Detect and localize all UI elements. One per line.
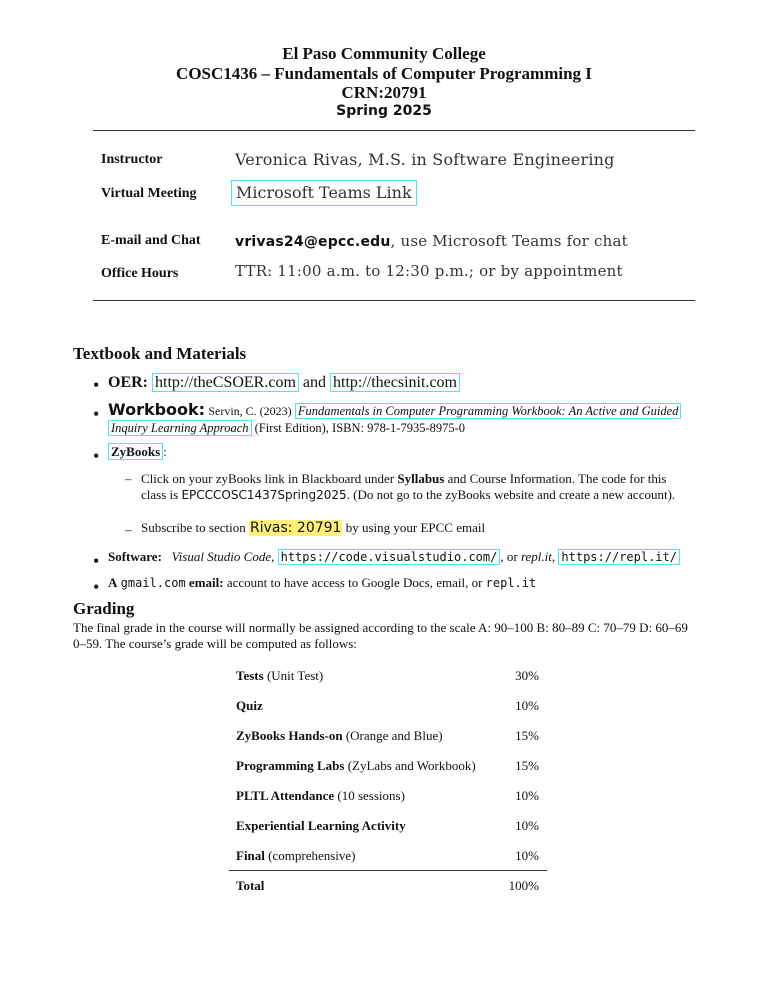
software-label: Software: [108,549,162,564]
total-divider [229,870,547,871]
oer-and: and [302,374,326,391]
oer-link-1[interactable]: http://theCSOER.com [152,373,299,392]
row-name: Experiential Learning Activity [236,818,406,833]
zy-sub1-text-d: . (Do not go to the zyBooks website and create a new account). [346,487,676,502]
row-percent: 10% [515,698,539,713]
zy-sub2-text-a: Subscribe to section [141,520,246,535]
row-name: PLTL Attendance [236,788,335,803]
zy-sub1-line2 [141,487,675,503]
gmail-email-label: email: [188,575,224,590]
zy-sub1-bold: Syllabus [397,471,445,486]
info-divider [93,300,695,301]
zy-sub1-text-a: Click on your zyBooks link in Blackboard under [141,471,395,486]
crn: CRN:20791 [341,83,427,102]
dash: – [125,522,132,537]
zy-sub1-text-b: and Course Information. The code for this [447,471,667,486]
header-divider [93,130,695,131]
section-highlight: Rivas: 20791 [249,520,342,536]
zybooks-line [108,444,167,460]
bullet: • [93,404,100,424]
software-replit-name: repl.it, [520,549,556,564]
zybooks-colon: : [163,444,167,459]
oer-label: OER: [108,374,148,391]
vscode-link[interactable]: https://code.visualstudio.com/ [278,549,501,565]
hours-value: TTR: 11:00 a.m. to 12:30 p.m.; or by appointment [235,262,623,280]
grading-intro-2: 0–59. The course’s grade will be computed as follows: [73,636,357,651]
workbook-line-2 [108,420,465,436]
row-percent: 15% [515,758,539,773]
teams-link[interactable]: Microsoft Teams Link [231,180,417,206]
replit-link[interactable]: https://repl.it/ [558,549,680,565]
oer-link-2[interactable]: http://thecsinit.com [330,373,460,392]
table-row [229,662,547,692]
row-detail: (ZyLabs and Workbook) [344,758,476,773]
zy-sub1-text-c: class is [141,487,179,502]
zy-sub2-text-b: by using your EPCC email [345,520,486,535]
hours-label: Office Hours [101,266,179,281]
row-name: Programming Labs [236,758,345,773]
workbook-edition: (First Edition), ISBN: 978-1-7935-8975-0 [254,421,466,435]
bullet: • [93,551,100,571]
total-row [229,872,547,902]
textbook-heading: Textbook and Materials [73,344,247,363]
software-or: , or [500,549,518,564]
table-row [229,842,547,872]
row-name: Quiz [236,698,263,713]
gmail-replit: repl.it [485,576,537,590]
bullet: • [93,375,100,395]
workbook-label: Workbook: [108,400,206,419]
row-percent: 10% [515,788,539,803]
instructor-label: Instructor [101,152,163,167]
row-percent: 30% [515,668,539,683]
software-vs-name: Visual Studio Code, [171,549,275,564]
table-row [229,812,547,842]
workbook-title-link[interactable]: Fundamentals in Computer Programming Workbook: An Active and Guided [295,403,682,419]
row-detail: (Unit Test) [263,668,324,683]
zy-sub1-line1 [141,471,667,487]
workbook-line-1 [108,402,681,419]
meeting-label: Virtual Meeting [101,186,197,201]
oer-line [108,373,460,393]
email-label: E-mail and Chat [101,233,201,248]
bullet: • [93,577,100,597]
total-label: Total [236,878,265,893]
row-percent: 10% [515,818,539,833]
table-row [229,722,547,752]
software-line [108,549,680,565]
row-name: Final [236,848,265,863]
zy-sub2-line [141,520,485,536]
total-percent: 100% [508,878,539,893]
table-row [229,692,547,722]
gmail-rest: account to have access to Google Docs, email, or [226,575,483,590]
row-percent: 15% [515,728,539,743]
dash: – [125,471,132,486]
email-link[interactable]: vrivas24@epcc.edu [235,234,391,250]
table-row [229,752,547,782]
row-name: Tests [236,668,264,683]
zybooks-link[interactable]: ZyBooks [108,443,163,460]
grading-intro-1: The final grade in the course will normally be assigned according to the scale A: 90–100 B: 80–89 C: 70–79 D: 60–69 [73,620,688,635]
zy-class-code: EPCCCOSC1437Spring2025 [181,488,347,502]
row-name: ZyBooks Hands-on [236,728,343,743]
workbook-title-link-cont[interactable]: Inquiry Learning Approach [108,420,252,436]
email-chat-note: , use Microsoft Teams for chat [390,232,628,250]
email-value [235,231,628,250]
term: Spring 2025 [336,103,432,119]
gmail-line [108,575,536,591]
gmail-domain: gmail.com [120,576,186,590]
row-detail: (Orange and Blue) [342,728,443,743]
workbook-author: Servin, C. (2023) [208,404,292,418]
gmail-a: A [108,575,118,590]
institution-name: El Paso Community College [282,44,486,63]
row-detail: (10 sessions) [334,788,405,803]
table-row [229,782,547,812]
grading-heading: Grading [73,599,135,618]
course-title: COSC1436 – Fundamentals of Computer Programming I [176,64,592,83]
instructor-value: Veronica Rivas, M.S. in Software Engineering [235,150,615,169]
row-percent: 10% [515,848,539,863]
bullet: • [93,446,100,466]
row-detail: (comprehensive) [264,848,356,863]
